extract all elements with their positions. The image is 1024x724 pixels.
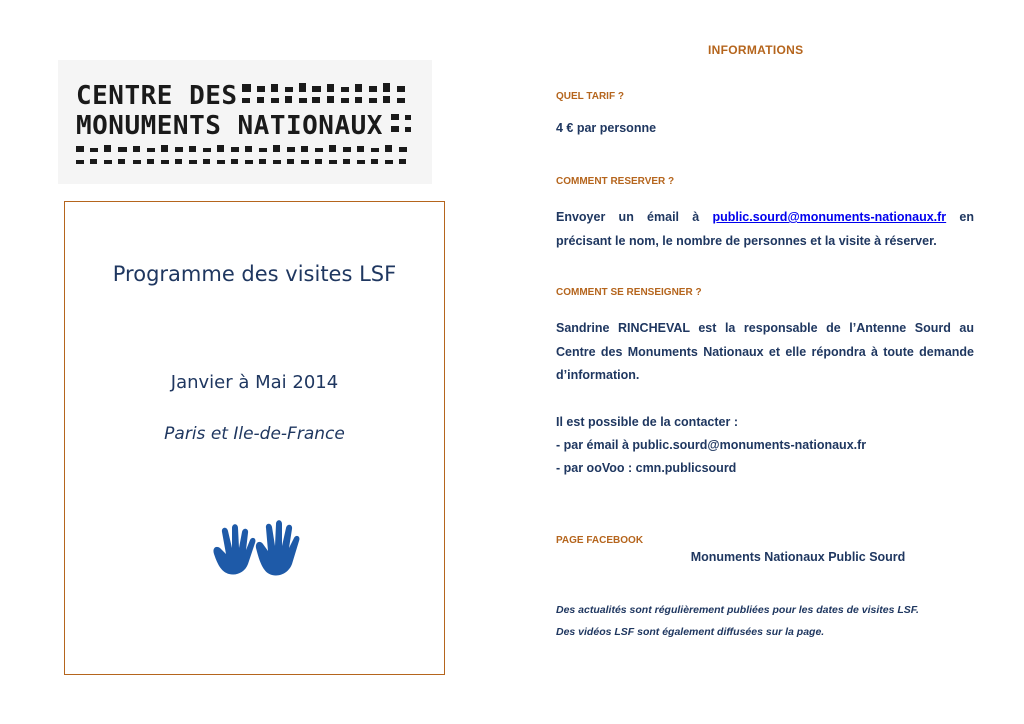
reserver-question: COMMENT RESERVER ? — [556, 176, 675, 187]
cover-title: Programme des visites LSF — [112, 262, 397, 286]
tarif-answer: 4 € par personne — [556, 121, 657, 135]
cover-place: Paris et Ile-de-France — [164, 424, 345, 444]
facebook-note-line-1: Des actualités sont régulièrement publiées pour les dates de visites LSF. — [556, 604, 919, 616]
logo-line-1: CENTRE DES — [76, 81, 238, 111]
facebook-heading: PAGE FACEBOOK — [556, 535, 644, 546]
informations-heading: INFORMATIONS — [708, 43, 804, 57]
responsable-paragraph: Sandrine RINCHEVAL est la responsable de l’Antenne Sourd au Centre des Monuments Nationaux et elle répondra à toute demande d’information. — [556, 321, 974, 382]
logo-line-2: MONUMENTS NATIONAUX — [76, 111, 383, 141]
reserver-text-before: Envoyer un émail à — [556, 210, 713, 224]
contact-email-line: - par émail à public.sourd@monuments-nationaux.fr — [556, 438, 867, 452]
informations-panel — [556, 0, 974, 724]
cover-dates: Janvier à Mai 2014 — [170, 372, 339, 393]
contact-oovoo-line: - par ooVoo : cmn.publicsourd — [556, 461, 737, 475]
renseigner-question: COMMENT SE RENSEIGNER ? — [556, 287, 702, 298]
reserver-paragraph — [556, 206, 974, 253]
cmn-logo — [58, 60, 432, 184]
facebook-page-name: Monuments Nationaux Public Sourd — [690, 550, 906, 564]
facebook-note — [556, 599, 974, 643]
sign-language-hands-icon — [210, 518, 302, 578]
reservation-email-link[interactable]: public.sourd@monuments-nationaux.fr — [712, 210, 947, 224]
tarif-question: QUEL TARIF ? — [556, 91, 624, 102]
contact-intro: Il est possible de la contacter : — [556, 415, 739, 429]
cover-frame — [64, 201, 445, 675]
reserver-text-after: en précisant le nom, le nombre de personnes et la visite à réserver. — [556, 210, 974, 248]
facebook-note-line-2: Des vidéos LSF sont également diffusées sur la page. — [556, 626, 825, 638]
